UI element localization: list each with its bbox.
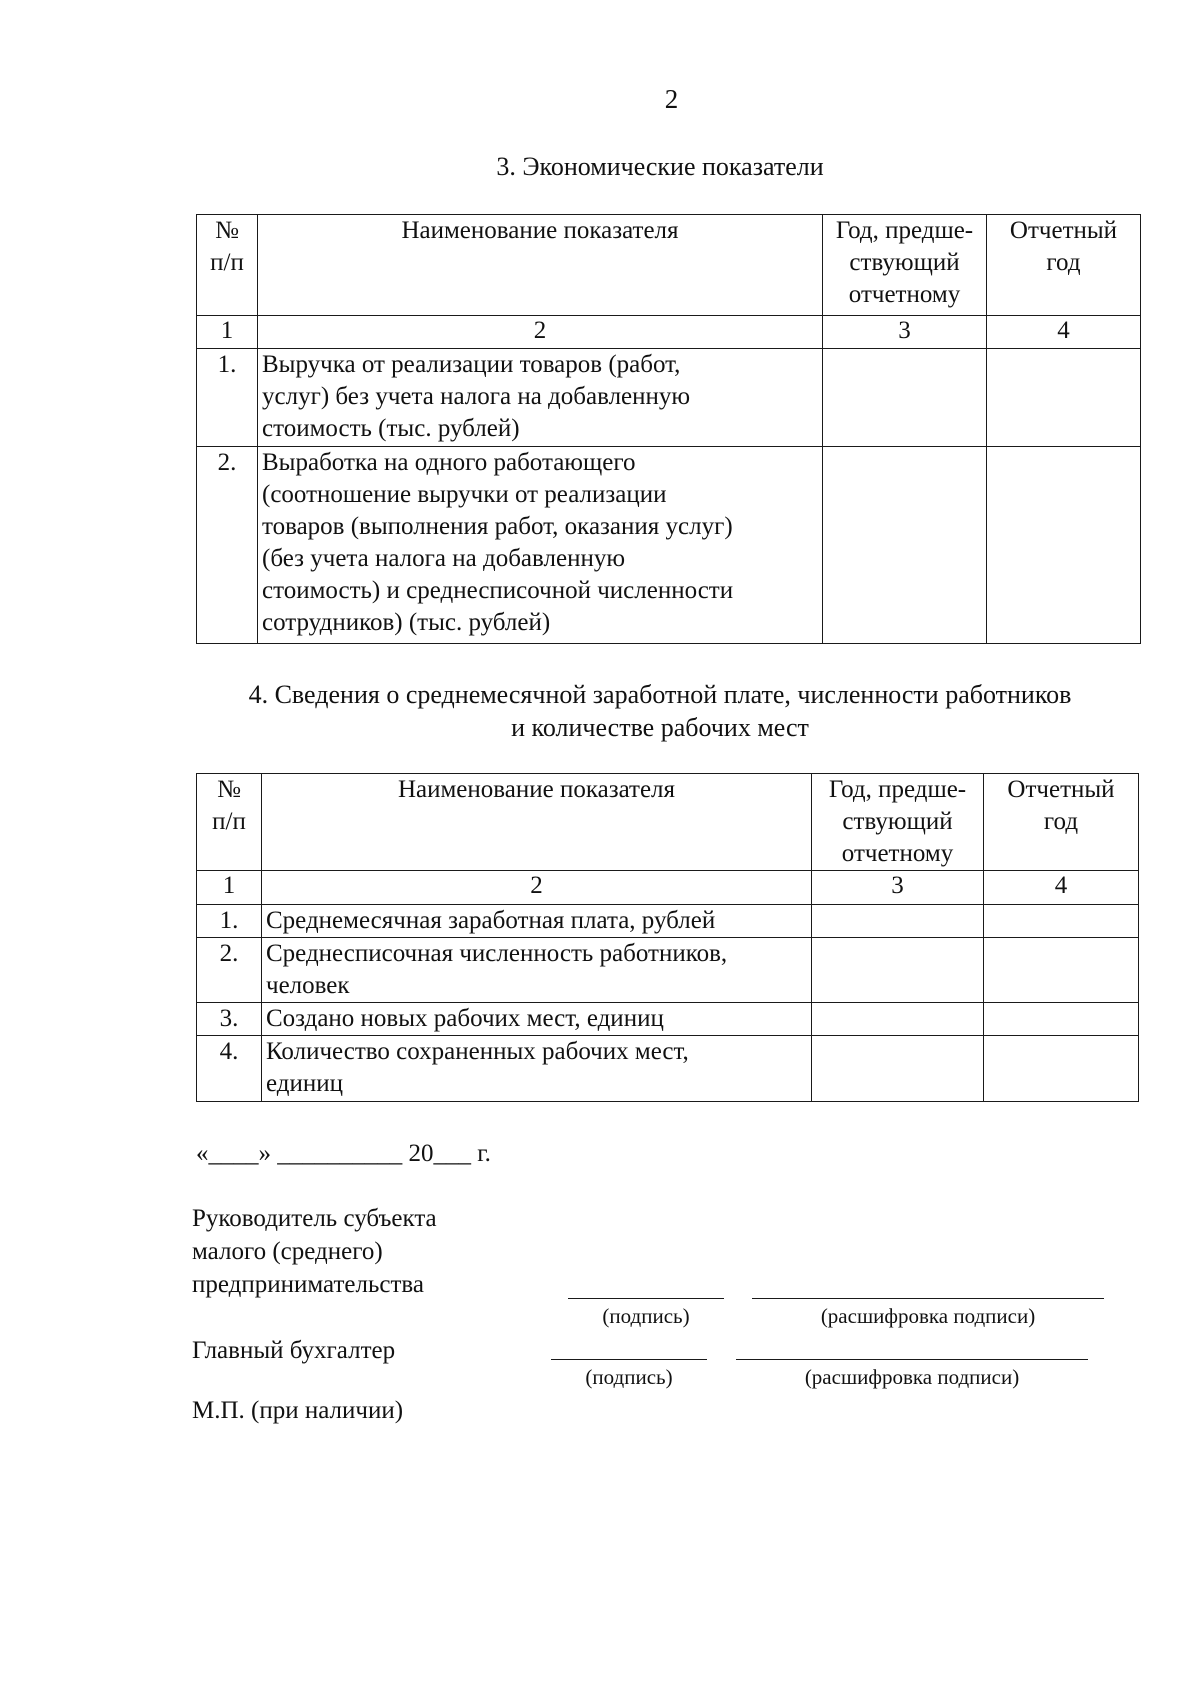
reporting-year-value[interactable]	[987, 447, 1141, 644]
header-reporting-year: Отчетный год	[984, 774, 1139, 871]
accountant-decode-line[interactable]	[736, 1359, 1088, 1360]
row-number: 2.	[197, 938, 262, 1003]
column-number: 1	[197, 316, 258, 349]
accountant-decode-caption: (расшифровка подписи)	[804, 1365, 1020, 1389]
accountant-signature-line[interactable]	[551, 1359, 707, 1360]
reporting-year-value[interactable]	[987, 349, 1141, 447]
page-number: 2	[664, 84, 679, 114]
column-number: 3	[812, 871, 984, 905]
previous-year-value[interactable]	[812, 1003, 984, 1036]
economic-indicators-table	[196, 214, 1141, 644]
accountant-role-label: Главный бухгалтер	[192, 1337, 396, 1364]
header-reporting-year: Отчетный год	[987, 215, 1141, 316]
reporting-year-value[interactable]	[984, 938, 1139, 1003]
salary-and-jobs-table	[196, 773, 1139, 1102]
section-4-title: 4. Сведения о среднемесячной заработной плате, численности работников и количестве рабочих мест	[248, 680, 1072, 742]
column-number: 4	[984, 871, 1139, 905]
indicator-name: Выручка от реализации товаров (работ, услуг) без учета налога на добавленную стоимость (тыс. рублей)	[258, 349, 823, 447]
previous-year-value[interactable]	[812, 938, 984, 1003]
row-number: 2.	[197, 447, 258, 644]
previous-year-value[interactable]	[823, 447, 987, 644]
column-number: 2	[262, 871, 812, 905]
indicator-name: Среднесписочная численность работников, человек	[262, 938, 812, 1003]
previous-year-value[interactable]	[812, 1036, 984, 1102]
column-number: 4	[987, 316, 1141, 349]
previous-year-value[interactable]	[823, 349, 987, 447]
column-number: 1	[197, 871, 262, 905]
indicator-name: Создано новых рабочих мест, единиц	[262, 1003, 812, 1036]
row-number: 4.	[197, 1036, 262, 1102]
stamp-note: М.П. (при наличии)	[192, 1397, 404, 1424]
indicator-name: Выработка на одного работающего (соотношение выручки от реализации товаров (выполнения работ, оказания услуг) (без учета налога на добавленную стоимость) и среднесписочной численности сотрудников) (тыс. рублей)	[258, 447, 823, 644]
previous-year-value[interactable]	[812, 905, 984, 938]
head-role-label: Руководитель субъекта малого (среднего) предпринимательства	[192, 1205, 437, 1298]
row-number: 3.	[197, 1003, 262, 1036]
section-3-title: 3. Экономические показатели	[496, 152, 824, 181]
reporting-year-value[interactable]	[984, 1003, 1139, 1036]
table-header-row	[197, 774, 1139, 871]
column-number: 3	[823, 316, 987, 349]
head-decode-caption: (расшифровка подписи)	[820, 1304, 1036, 1328]
indicator-name: Среднемесячная заработная плата, рублей	[262, 905, 812, 938]
header-name: Наименование показателя	[262, 774, 812, 871]
table-row	[197, 905, 1139, 938]
table-row	[197, 349, 1141, 447]
column-number-row	[197, 871, 1139, 905]
row-number: 1.	[197, 905, 262, 938]
table-row	[197, 938, 1139, 1003]
table-header-row	[197, 215, 1141, 316]
header-name: Наименование показателя	[258, 215, 823, 316]
date-line[interactable]: «____» __________ 20___ г.	[196, 1140, 491, 1167]
table-row	[197, 1003, 1139, 1036]
head-decode-line[interactable]	[752, 1298, 1104, 1299]
row-number: 1.	[197, 349, 258, 447]
table-row	[197, 1036, 1139, 1102]
header-previous-year: Год, предше- ствующий отчетному	[823, 215, 987, 316]
table-row	[197, 447, 1141, 644]
header-num: № п/п	[197, 215, 258, 316]
header-num: № п/п	[197, 774, 262, 871]
reporting-year-value[interactable]	[984, 905, 1139, 938]
head-signature-caption: (подпись)	[602, 1304, 690, 1328]
reporting-year-value[interactable]	[984, 1036, 1139, 1102]
indicator-name: Количество сохраненных рабочих мест, единиц	[262, 1036, 812, 1102]
accountant-signature-caption: (подпись)	[585, 1365, 673, 1389]
header-previous-year: Год, предше- ствующий отчетному	[812, 774, 984, 871]
column-number-row	[197, 316, 1141, 349]
column-number: 2	[258, 316, 823, 349]
head-signature-line[interactable]	[568, 1298, 724, 1299]
